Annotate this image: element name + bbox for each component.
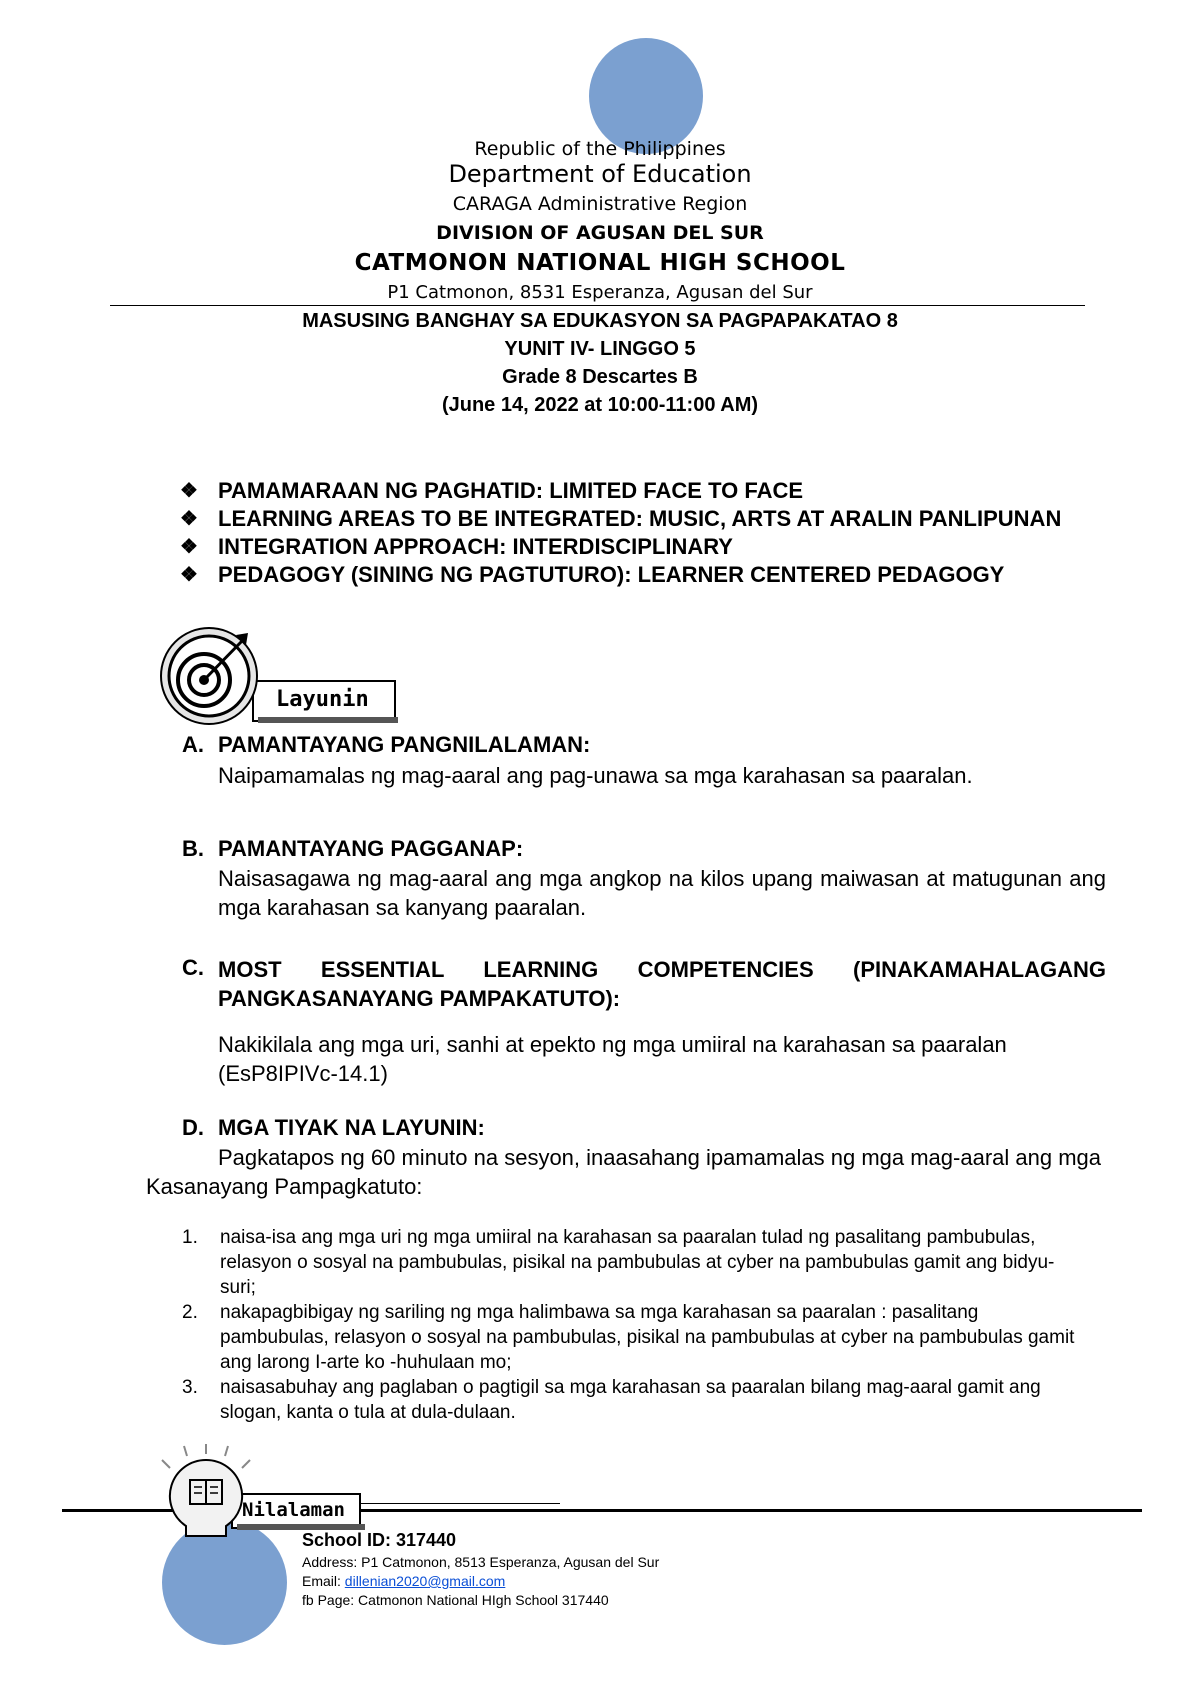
header-school: CATMONON NATIONAL HIGH SCHOOL [354, 250, 846, 276]
footer-email-link[interactable]: dillenian2020@gmail.com [344, 1573, 506, 1589]
section-d-title: MGA TIYAK NA LAYUNIN: [218, 1115, 485, 1140]
list-item: 1. naisa-isa ang mga uri ng mga umiiral na karahasan sa paaralan tulad ng pasalitang pambubulas, relasyon o sosyal na pambubulas, pisikal na pambubulas at cyber na pambubulas gamit ang bidyu-suri; [182, 1227, 1055, 1298]
nilalaman-badge [150, 1440, 370, 1540]
section-a-letter: A. [182, 732, 204, 757]
section-a-body: Naipamamalas ng mag-aaral ang pag-unawa sa mga karahasan sa paaralan. [218, 763, 973, 788]
deped-seal-top [589, 38, 703, 154]
nilalaman-label: Nilalaman [242, 1499, 345, 1521]
section-b-title: PAMANTAYANG PAGGANAP: [218, 836, 524, 861]
diamond-bullet-icon: ❖ [180, 480, 198, 502]
header-region: CARAGA Administrative Region [452, 193, 748, 215]
header-department: Department of Education [448, 160, 752, 188]
layunin-label: Layunin [276, 687, 369, 712]
header-address: P1 Catmonon, 8531 Esperanza, Agusan del Sur [387, 282, 813, 303]
bullet-item: ❖ LEARNING AREAS TO BE INTEGRATED: MUSIC, ARTS AT ARALIN PANLIPUNAN [180, 506, 1062, 531]
lightbulb-book-icon [150, 1440, 370, 1540]
plan-date: (June 14, 2022 at 10:00-11:00 AM) [441, 394, 759, 416]
list-item: 3. naisasabuhay ang paglaban o pagtigil sa mga karahasan sa paaralan bilang mag-aaral gamit ang slogan, kanta o tula at dula-dulaan. [182, 1377, 1041, 1423]
plan-unit: YUNIT IV- LINGGO 5 [504, 338, 696, 360]
header-division: DIVISION OF AGUSAN DEL SUR [436, 222, 764, 244]
footer-rule-thin [360, 1503, 560, 1504]
footer-email-label: Email: [302, 1573, 345, 1589]
section-c-body: Nakikilala ang mga uri, sanhi at epekto ng mga umiiral na karahasan sa paaralan (EsP8IPIVc-14.1) [218, 1032, 1007, 1086]
section-b-body: Naisasagawa ng mag-aaral ang mga angkop na kilos upang maiwasan at matugunan ang mga karahasan sa kanyang paaralan. [218, 866, 1106, 920]
section-d-intro: Pagkatapos ng 60 minuto na sesyon, inaasahang ipamamalas ng mga mag-aaral ang mga Kasanayang Pampagkatuto: [146, 1145, 1101, 1199]
delivery-bullets [180, 477, 1120, 589]
footer-fb-page: fb Page: Catmonon National HIgh School 317440 [302, 1592, 609, 1608]
layunin-badge [158, 625, 398, 725]
section-c-letter: C. [182, 955, 204, 980]
plan-title: MASUSING BANGHAY SA EDUKASYON SA PAGPAPAKATAO 8 [302, 310, 898, 332]
list-item: 2. nakapagbibigay ng sariling ng mga halimbawa sa mga karahasan sa paaralan : pasalitang pambubulas, relasyon o sosyal na pambubulas, pisikal na pambubulas at cyber na pambubulas gamit ang larong I-arte ko -huhulaan mo; [182, 1302, 1075, 1373]
footer-email-line [302, 1572, 505, 1591]
footer-address: Address: P1 Catmonon, 8513 Esperanza, Agusan del Sur [302, 1554, 660, 1570]
section-c-title: MOST ESSENTIAL LEARNING COMPETENCIES (PINAKAMAHALAGANG PANGKASANAYANG PAMPAKATUTO): [218, 957, 1106, 1011]
footer-school-id: School ID: 317440 [302, 1530, 457, 1550]
section-b-letter: B. [182, 836, 204, 861]
section-d-letter: D. [182, 1115, 204, 1140]
header-rule [110, 305, 1085, 306]
bullet-item: ❖ PAMAMARAAN NG PAGHATID: LIMITED FACE TO FACE [180, 478, 804, 503]
diamond-bullet-icon: ❖ [180, 564, 198, 586]
objectives-list [182, 1225, 1082, 1425]
plan-grade: Grade 8 Descartes B [502, 366, 698, 388]
header-republic: Republic of the Philippines [474, 138, 726, 160]
section-a-title: PAMANTAYANG PANGNILALAMAN: [218, 732, 591, 757]
bullet-item: ❖ PEDAGOGY (SINING NG PAGTUTURO): LEARNER CENTERED PEDAGOGY [180, 562, 1005, 587]
bullet-item: ❖ INTEGRATION APPROACH: INTERDISCIPLINARY [180, 534, 733, 559]
diamond-bullet-icon: ❖ [180, 508, 198, 530]
diamond-bullet-icon: ❖ [180, 536, 198, 558]
